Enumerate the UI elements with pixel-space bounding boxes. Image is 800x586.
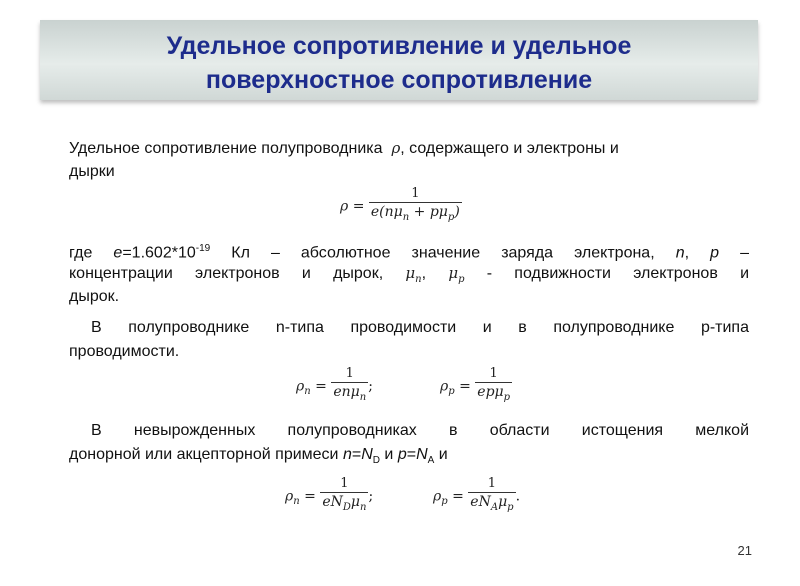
formula-rho-n-ND: $\rho_n$ = $\frac{1}{eN_D\mu_n}$ ;: [285, 476, 373, 517]
para4-line1: В невырожденных полупроводниках в области истощения мелкой: [91, 422, 749, 439]
slide-title: [40, 29, 758, 97]
para4-line2: донорной или акцепторной примеси $n=N_D$ и $p=N_A$ и: [69, 446, 448, 467]
para2-line1: где $e=1.602*10^{-19}$ Кл – абсолютное значение заряда электрона, n, p –: [69, 243, 750, 262]
formula-rho-p-NA: $\rho_p$ = $\frac{1}{eN_A\mu_p}$ .: [433, 476, 520, 517]
formula-resistivity: ρ = $\frac{1}{e(n\mu_n + p\mu_p)}$: [340, 186, 462, 227]
paragraph-conductivity-types: [69, 316, 749, 364]
para2-line2: концентрации электронов и дырок, $\mu_n$, $\mu_p$ - подвижности электронов и: [69, 264, 750, 285]
para3-line1: В полупроводнике n-типа проводимости и в полупроводнике p-типа: [91, 319, 749, 336]
formula-rho-n: $\rho_n$ = $\frac{1}{en\mu_n}$ ;: [296, 366, 373, 407]
para2-line3: дырок.: [69, 288, 120, 305]
formula-rho-p: $\rho_p$ = $\frac{1}{ep\mu_p}$: [440, 366, 512, 407]
paragraph-definitions: [69, 237, 749, 309]
title-line-2: поверхностное сопротивление: [205, 66, 593, 94]
para1-line2: дырки: [69, 163, 115, 180]
page-number: 21: [737, 543, 752, 558]
fraction: $\frac{1}{e(n\mu_n + p\mu_p)}$: [369, 186, 462, 227]
rho-symbol: ρ: [391, 139, 401, 157]
para3-line2: проводимости.: [69, 343, 180, 360]
paragraph-resistivity: [69, 136, 749, 184]
paragraph-nondegenerate: [69, 419, 749, 467]
title-line-1: Удельное сопротивление и удельное: [166, 32, 632, 60]
para1-line1: Удельное сопротивление полупроводника ρ, содержащего и электроны и: [69, 139, 619, 157]
